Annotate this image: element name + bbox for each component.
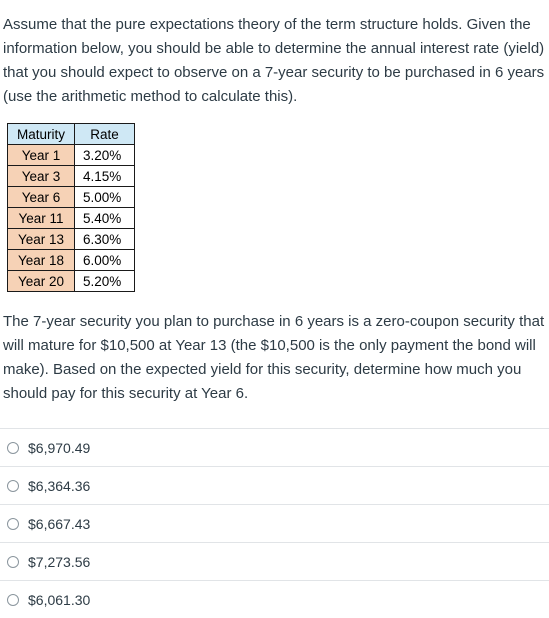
rate-header: Rate	[75, 124, 135, 145]
answer-label[interactable]: $7,273.56	[28, 553, 91, 570]
answer-label[interactable]: $6,061.30	[28, 591, 91, 608]
rate-table	[7, 123, 135, 292]
table-row	[8, 187, 135, 208]
answer-label[interactable]: $6,364.36	[28, 477, 91, 494]
table-header-row	[8, 124, 135, 145]
rate-cell: 4.15%	[75, 166, 135, 187]
answer-label[interactable]: $6,667.43	[28, 515, 91, 532]
table-row	[8, 208, 135, 229]
rate-cell: 3.20%	[75, 145, 135, 166]
answer-list	[0, 428, 549, 618]
radio-button[interactable]	[7, 480, 19, 492]
table-row	[8, 271, 135, 292]
maturity-cell: Year 3	[8, 166, 75, 187]
rate-cell: 6.30%	[75, 229, 135, 250]
rate-cell: 5.00%	[75, 187, 135, 208]
radio-button[interactable]	[7, 594, 19, 606]
question-scenario: The 7-year security you plan to purchase in 6 years is a zero-coupon security that will mature for $10,500 at Year 13 (the $10,500 is the only payment the bond will make). Based on the expected yield for this security, determine how much you should pay for this security at Year 6.	[3, 313, 545, 402]
maturity-cell: Year 1	[8, 145, 75, 166]
answer-label[interactable]: $6,970.49	[28, 439, 91, 456]
table-row	[8, 145, 135, 166]
maturity-header: Maturity	[8, 124, 75, 145]
maturity-cell: Year 11	[8, 208, 75, 229]
table-row	[8, 166, 135, 187]
answer-option-4[interactable]	[0, 542, 549, 580]
table-row	[8, 250, 135, 271]
answer-option-2[interactable]	[0, 466, 549, 504]
answer-option-5[interactable]	[0, 580, 549, 618]
table-row	[8, 229, 135, 250]
question-intro: Assume that the pure expectations theory of the term structure holds. Given the information below, you should be able to determine the annual interest rate (yield) that you should expect to observe on a 7-year security to be purchased in 6 years (use the arithmetic method to calculate this).	[3, 16, 545, 105]
maturity-cell: Year 20	[8, 271, 75, 292]
answer-option-1[interactable]	[0, 428, 549, 466]
rate-cell: 5.20%	[75, 271, 135, 292]
radio-button[interactable]	[7, 556, 19, 568]
maturity-cell: Year 6	[8, 187, 75, 208]
maturity-cell: Year 13	[8, 229, 75, 250]
maturity-cell: Year 18	[8, 250, 75, 271]
radio-button[interactable]	[7, 442, 19, 454]
radio-button[interactable]	[7, 518, 19, 530]
rate-cell: 5.40%	[75, 208, 135, 229]
rate-cell: 6.00%	[75, 250, 135, 271]
answer-option-3[interactable]	[0, 504, 549, 542]
